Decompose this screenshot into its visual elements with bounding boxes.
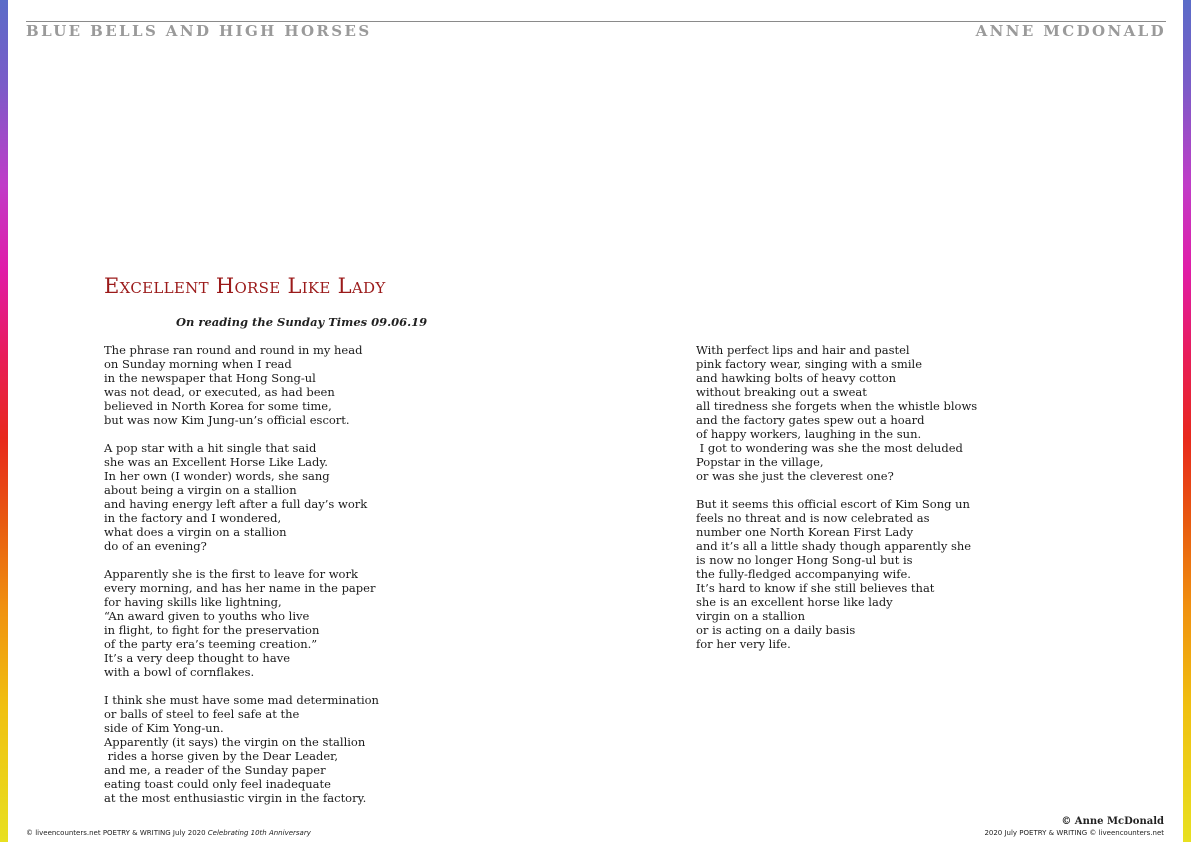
poem-stanza [104, 441, 404, 553]
poem-line: the fully-fledged accompanying wife. [696, 567, 911, 581]
poem-line: or is acting on a daily basis [696, 623, 856, 637]
poem-line: and me, a reader of the Sunday paper [104, 763, 326, 777]
poem-line: was not dead, or executed, as had been [104, 385, 335, 399]
poem-line: is now no longer Hong Song-ul but is [696, 553, 913, 567]
poem-right-column [696, 343, 996, 665]
poem-subtitle: On reading the Sunday Times 09.06.19 [176, 315, 428, 329]
poem-title: Excellent Horse Like Lady [104, 274, 386, 298]
poem-line: for having skills like lightning, [104, 595, 282, 609]
footer-left-text: © liveencounters.net POETRY & WRITING July 2020 [26, 829, 208, 837]
poem-line: she is an excellent horse like lady [696, 595, 893, 609]
poem-line: in the factory and I wondered, [104, 511, 282, 525]
poem-line: It’s hard to know if she still believes that [696, 581, 935, 595]
left-decorative-edge [0, 0, 8, 842]
poem-line: with a bowl of cornflakes. [104, 665, 255, 679]
poem-line: without breaking out a sweat [696, 385, 867, 399]
poem-line: for her very life. [696, 637, 791, 651]
poem-line: Apparently (it says) the virgin on the stallion [104, 735, 366, 749]
poem-line: The phrase ran round and round in my head [104, 343, 363, 357]
poem-line: or balls of steel to feel safe at the [104, 707, 300, 721]
poem-line: A pop star with a hit single that said [104, 441, 317, 455]
poem-line: about being a virgin on a stallion [104, 483, 297, 497]
poem-line: side of Kim Yong-un. [104, 721, 224, 735]
header-author-name: ANNE MCDONALD [975, 22, 1166, 40]
poem-stanza [104, 343, 404, 427]
poem-line: pink factory wear, singing with a smile [696, 357, 923, 371]
footer-left [26, 829, 311, 837]
poem-line: In her own (I wonder) words, she sang [104, 469, 330, 483]
poem-line: virgin on a stallion [696, 609, 806, 623]
poem-line: on Sunday morning when I read [104, 357, 292, 371]
poem-left-column [104, 343, 404, 819]
poem-line: rides a horse given by the Dear Leader, [104, 749, 339, 763]
poem-line: at the most enthusiastic virgin in the factory. [104, 791, 367, 805]
poem-line: number one North Korean First Lady [696, 525, 914, 539]
poem-line: and the factory gates spew out a hoard [696, 413, 925, 427]
poem-line: feels no threat and is now celebrated as [696, 511, 930, 525]
poem-line: eating toast could only feel inadequate [104, 777, 331, 791]
poem-line: in the newspaper that Hong Song-ul [104, 371, 316, 385]
poem-line: and having energy left after a full day’s work [104, 497, 368, 511]
poem-line: do of an evening? [104, 539, 207, 553]
poem-line: but was now Kim Jung-un’s official escort. [104, 413, 350, 427]
poem-line: But it seems this official escort of Kim Song un [696, 497, 970, 511]
poem-line: “An award given to youths who live [104, 609, 310, 623]
poem-line: I think she must have some mad determination [104, 693, 379, 707]
poem-line: and it’s all a little shady though apparently she [696, 539, 972, 553]
poem-stanza [104, 693, 404, 805]
poem-line: believed in North Korea for some time, [104, 399, 332, 413]
poem-line: Apparently she is the first to leave for work [104, 567, 358, 581]
poem-stanza [696, 343, 996, 483]
poem-line: all tiredness she forgets when the whistle blows [696, 399, 978, 413]
poem-line: or was she just the cleverest one? [696, 469, 894, 483]
poem-line: of happy workers, laughing in the sun. [696, 427, 922, 441]
poem-line: I got to wondering was she the most deluded [696, 441, 963, 455]
poem-line: Popstar in the village, [696, 455, 824, 469]
header-book-title: BLUE BELLS AND HIGH HORSES [26, 22, 372, 40]
poem-line: what does a virgin on a stallion [104, 525, 287, 539]
poem-line: every morning, and has her name in the paper [104, 581, 376, 595]
poem-line: of the party era’s teeming creation.” [104, 637, 318, 651]
poem-line: With perfect lips and hair and pastel [696, 343, 910, 357]
footer-anniversary-text: Celebrating 10th Anniversary [207, 829, 311, 837]
copyright-notice: © Anne McDonald [1061, 816, 1164, 827]
poem-line: and hawking bolts of heavy cotton [696, 371, 897, 385]
poem-stanza [696, 497, 996, 651]
poem-stanza [104, 567, 404, 679]
poem-line: in flight, to fight for the preservation [104, 623, 320, 637]
right-decorative-edge [1183, 0, 1191, 842]
poem-line: It’s a very deep thought to have [104, 651, 290, 665]
footer-right: 2020 July POETRY & WRITING © liveencounters.net [984, 829, 1164, 837]
poem-line: she was an Excellent Horse Like Lady. [104, 455, 328, 469]
